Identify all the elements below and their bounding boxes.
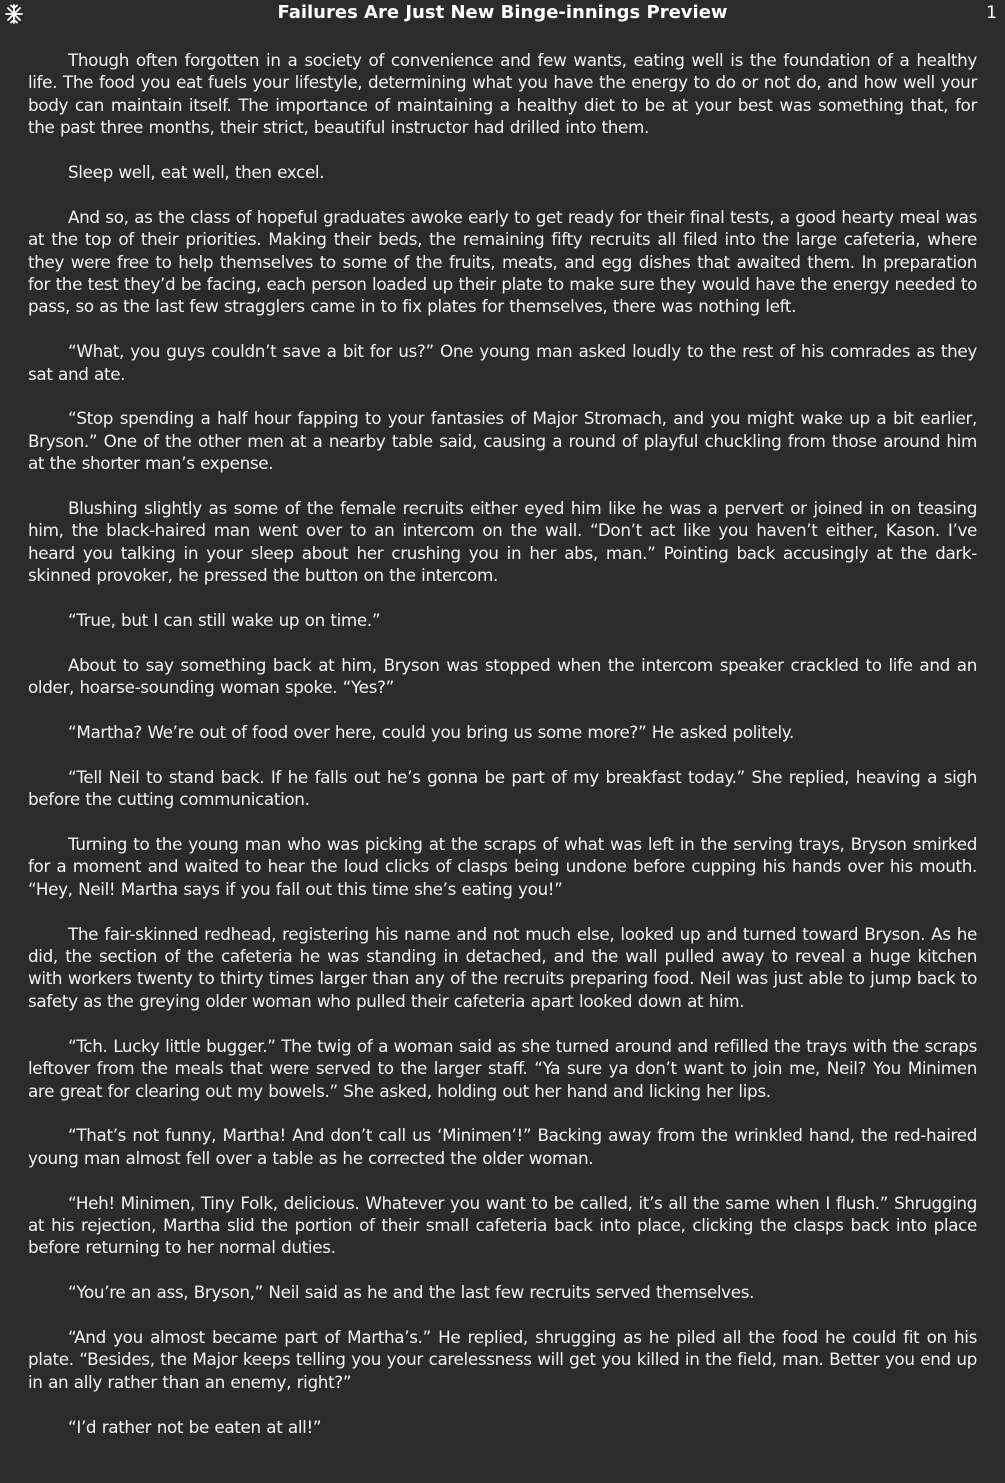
paragraph: “That’s not funny, Martha! And don’t call us ‘Minimen’!” Backing away from the wrinkled hand, the red-haired young man almost fell over a table as he corrected the older woman.	[28, 1125, 977, 1168]
paragraph: “Martha? We’re out of food over here, could you bring us some more?” He asked politely.	[68, 722, 794, 743]
paragraph: “And you almost became part of Martha’s.” He replied, shrugging as he piled all the food he could fit on his plate. “Besides, the Major keeps telling you your carelessness will get you killed in the field, man. Better you end up in an ally rather than an enemy, right?”	[28, 1326, 977, 1392]
document-title: Failures Are Just New Binge-innings Preview	[277, 2, 728, 23]
paragraph: “True, but I can still wake up on time.”	[68, 610, 381, 631]
paragraph: Turning to the young man who was picking at the scraps of what was left in the serving trays, Bryson smirked for a moment and waited to hear the loud clicks of clasps being undone before cupping his hands over his mouth. “Hey, Neil! Martha says if you fall out this time she’s eating you!”	[28, 834, 977, 899]
paragraph: “Stop spending a half hour fapping to your fantasies of Major Stromach, and you might wake up a bit earlier, Bryson.” One of the other men at a nearby table said, causing a round of playful chuckling from those around him at the shorter man’s expense.	[28, 408, 977, 474]
paragraph: “I’d rather not be eaten at all!”	[68, 1416, 322, 1437]
paragraph: “Heh! Minimen, Tiny Folk, delicious. Whatever you want to be called, it’s all the same when I flush.” Shrugging at his rejection, Martha slid the portion of their small cafeteria back into place, clicking the clasps back into place before returning to her normal duties.	[28, 1192, 977, 1258]
paragraph: “Tch. Lucky little bugger.” The twig of a woman said as she turned around and refilled the trays with the scraps leftover from the meals that were served to the larger staff. “Ya sure ya don’t want to join me, Neil? You Minimen are great for clearing out my bowels.” She asked, holding out her hand and licking her lips.	[28, 1035, 977, 1101]
paragraph: Though often forgotten in a society of convenience and few wants, eating well is the foundation of a healthy life. The food you eat fuels your lifestyle, determining what you have the energy to do or not do, and how well your body can maintain itself. The importance of maintaining a healthy diet to be at your best was something that, for the past three months, their strict, beautiful instructor had drilled into them.	[28, 50, 977, 138]
paragraph: “Tell Neil to stand back. If he falls out he’s gonna be part of my breakfast today.” She replied, heaving a sigh before the cutting communication.	[28, 766, 977, 810]
paragraph: “You’re an ass, Bryson,” Neil said as he and the last few recruits served themselves.	[68, 1282, 755, 1303]
paragraph: Blushing slightly as some of the female recruits either eyed him like he was a pervert or joined in on teasing him, the black-haired man went over to an intercom on the wall. “Don’t act like you haven’t either, Kason. I’ve heard you talking in your sleep about her crushing you in her abs, man.” Pointing back accusingly at the dark-skinned provoker, he pressed the button on the intercom.	[28, 498, 977, 586]
page-header	[0, 0, 1005, 28]
paragraph: Sleep well, eat well, then excel.	[68, 162, 325, 183]
paragraph: About to say something back at him, Bryson was stopped when the intercom speaker crackled to life and an older, hoarse-sounding woman spoke. “Yes?”	[28, 654, 977, 698]
paragraph: And so, as the class of hopeful graduates awoke early to get ready for their final tests, a good hearty meal was at the top of their priorities. Making their beds, the remaining fifty recruits all filed into the large cafeteria, where they were free to help themselves to some of the fruits, meats, and egg dishes that awaited them. In preparation for the test they’d be facing, each person loaded up their plate to make sure they would have the energy needed to pass, so as the last few stragglers came in to fix plates for themselves, there was nothing left.	[28, 206, 977, 317]
page-number: 1	[986, 3, 997, 23]
document-body	[28, 49, 977, 1460]
paragraph: The fair-skinned redhead, registering his name and not much else, looked up and turned toward Bryson. As he did, the section of the cafeteria he was standing in detached, and the wall pulled away to reveal a huge kitchen with workers twenty to thirty times larger than any of the recruits preparing food. Neil was just able to jump back to safety as the greying older woman who pulled their cafeteria apart looked down at him.	[28, 923, 977, 1011]
paragraph: “What, you guys couldn’t save a bit for us?” One young man asked loudly to the rest of his comrades as they sat and ate.	[28, 341, 977, 384]
